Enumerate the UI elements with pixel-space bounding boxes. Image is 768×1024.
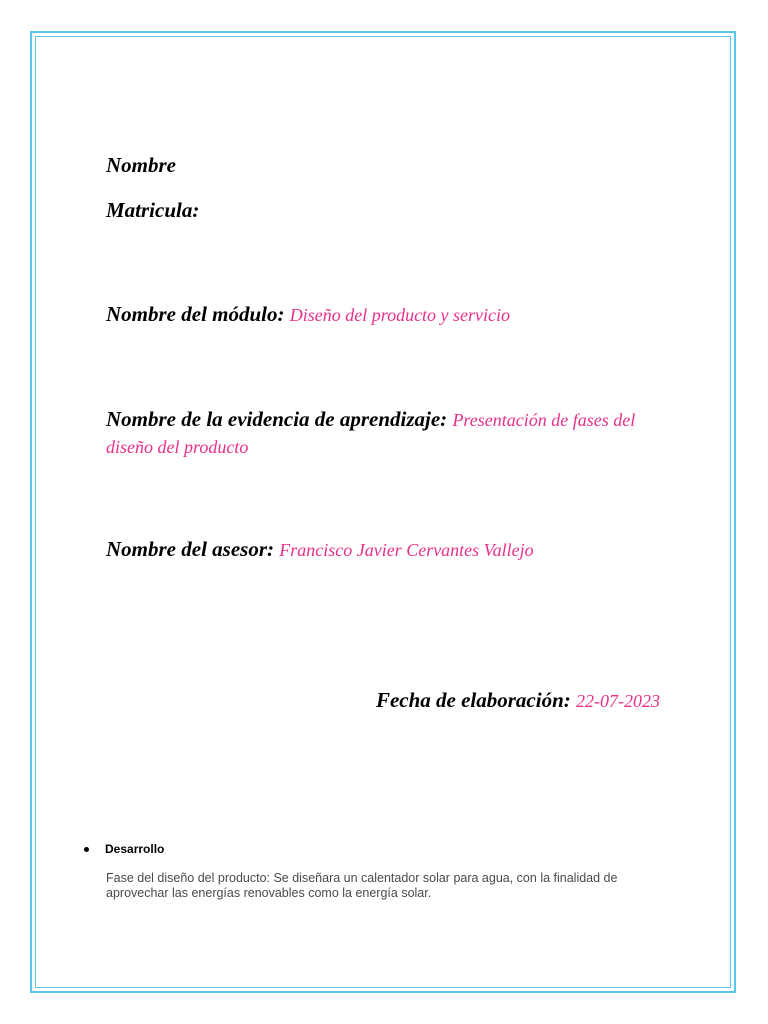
nombre-label: Nombre [106,153,176,177]
modulo-label: Nombre del módulo: [106,302,285,326]
section-title: Desarrollo [105,842,165,856]
fecha-value: 22-07-2023 [576,691,660,711]
section-body: Fase del diseño del producto: Se diseñara un calentador solar para agua, con la finalidad de aprovechar las energías renovables como la energía solar. [106,871,618,900]
asesor-value: Francisco Javier Cervantes Vallejo [279,540,534,560]
fecha-label: Fecha de elaboración: [375,688,571,712]
evidencia-value: Presentación de fases del diseño del producto [106,410,636,457]
fecha-field [376,687,660,714]
evidencia-label: Nombre de la evidencia de aprendizaje: [106,407,448,431]
modulo-field [106,301,510,328]
matricula-field [106,197,199,223]
bullet-dot-icon [84,847,89,852]
evidencia-field [106,406,666,460]
bullet-row [84,842,674,856]
asesor-label: Nombre del asesor: [106,537,274,561]
nombre-field [106,152,176,178]
desarrollo-section [84,842,674,901]
asesor-field [106,536,534,563]
matricula-label: Matricula: [106,198,200,222]
modulo-value: Diseño del producto y servicio [289,305,511,325]
